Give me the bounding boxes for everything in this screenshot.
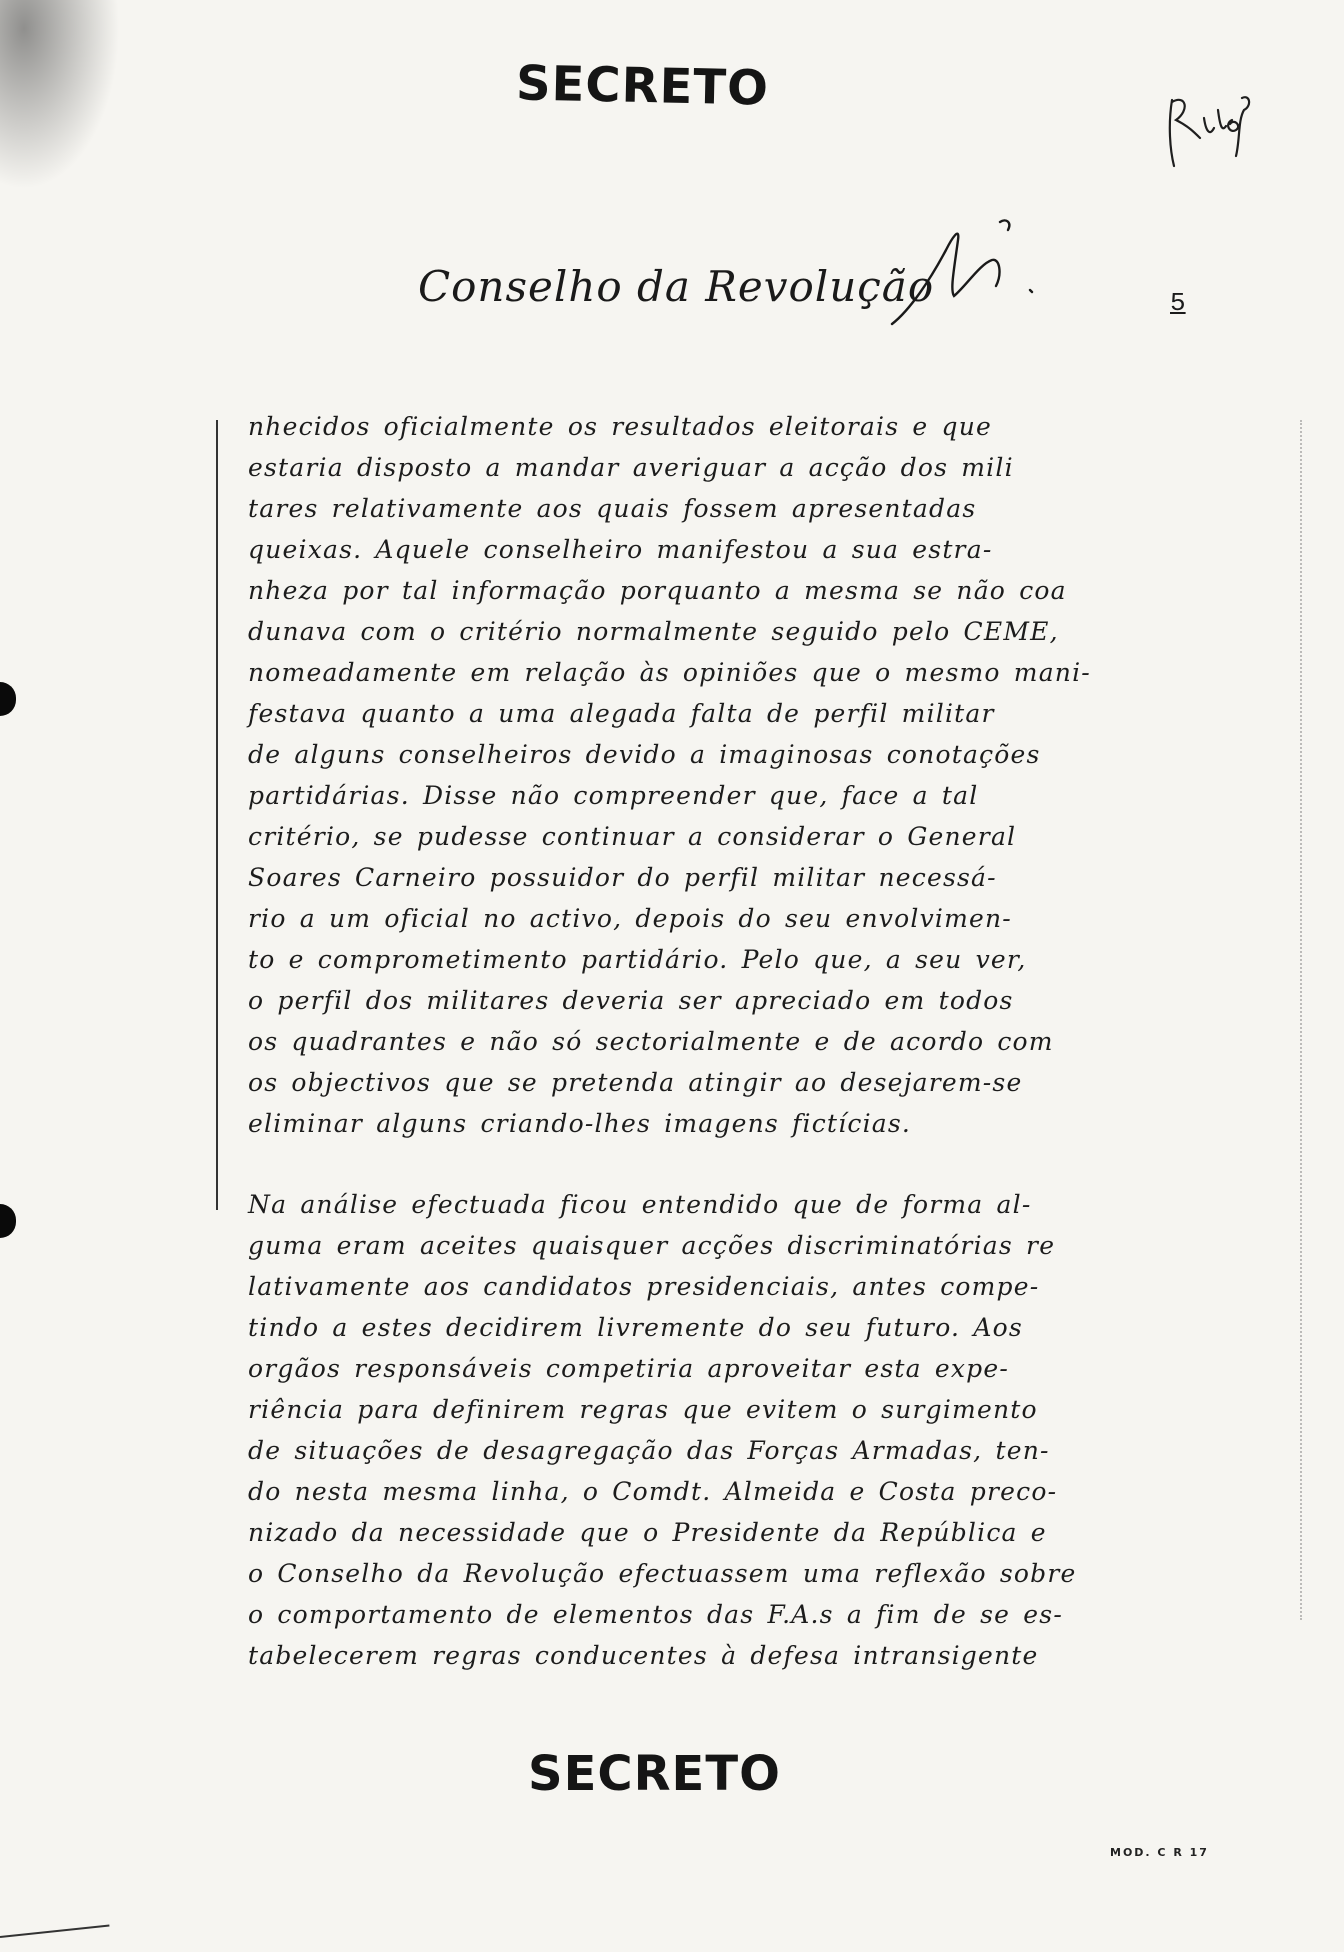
scan-edge-specks [1300, 420, 1312, 1620]
scan-edge-line [0, 1925, 110, 1938]
punch-hole [0, 682, 16, 716]
secret-stamp-top: SECRETO [515, 55, 770, 117]
handwritten-signature [880, 200, 1060, 340]
corner-scuff [0, 0, 120, 190]
form-code: MOD. C R 17 [1110, 1846, 1209, 1859]
body-paragraph: Na análise efectuada ficou entendido que de forma al- guma eram aceites quaisquer acções discriminatórias re lativamente aos candidatos presidenciais, antes compe- tindo a estes decidirem livremente do seu futuro. Aos orgãos responsáveis competiria aproveitar esta expe- riência para definirem regras que evitem o surgimento de situações de desagregação das Forças Armadas, ten- do nesta mesma linha, o Comdt. Almeida e Costa preco- nizado da necessidade que o Presidente da República e o Conselho da Revolução efectuassem uma reflexão sobre o comportamento de elementos das F.A.s a fim de se es- tabelecerem regras conducentes à defesa intransigente [248, 1190, 1077, 1670]
handwritten-initials-signature [1160, 80, 1260, 180]
secret-stamp-bottom: SECRETO [528, 1746, 781, 1802]
punch-hole [0, 1204, 16, 1238]
page-number: 5 [1170, 288, 1186, 318]
letterhead-title: Conselho da Revolução [418, 262, 935, 311]
body-paragraph: nhecidos oficialmente os resultados eleitorais e que estaria disposto a mandar averiguar a acção dos mili tares relativamente aos quais fossem apresentadas queixas. Aquele conselheiro manifestou a sua estra- nheza por tal informação porquanto a mesma se não coa dunava com o critério normalmente seguido pelo CEME, nomeadamente em relação às opiniões que o mesmo mani- festava quanto a uma alegada falta de perfil militar de alguns conselheiros devido a imaginosas conotações partidárias. Disse não compreender que, face a tal critério, se pudesse continuar a considerar o General Soares Carneiro possuidor do perfil militar necessá- rio a um oficial no activo, depois do seu envolvimen- to e comprometimento partidário. Pelo que, a seu ver, o perfil dos militares deveria ser apreciado em todos os quadrantes e não só sectorialmente e de acordo com os objectivos que se pretenda atingir ao desejarem-se eliminar alguns criando-lhes imagens fictícias. [248, 412, 1091, 1138]
margin-bracket-annotation [216, 420, 232, 1210]
